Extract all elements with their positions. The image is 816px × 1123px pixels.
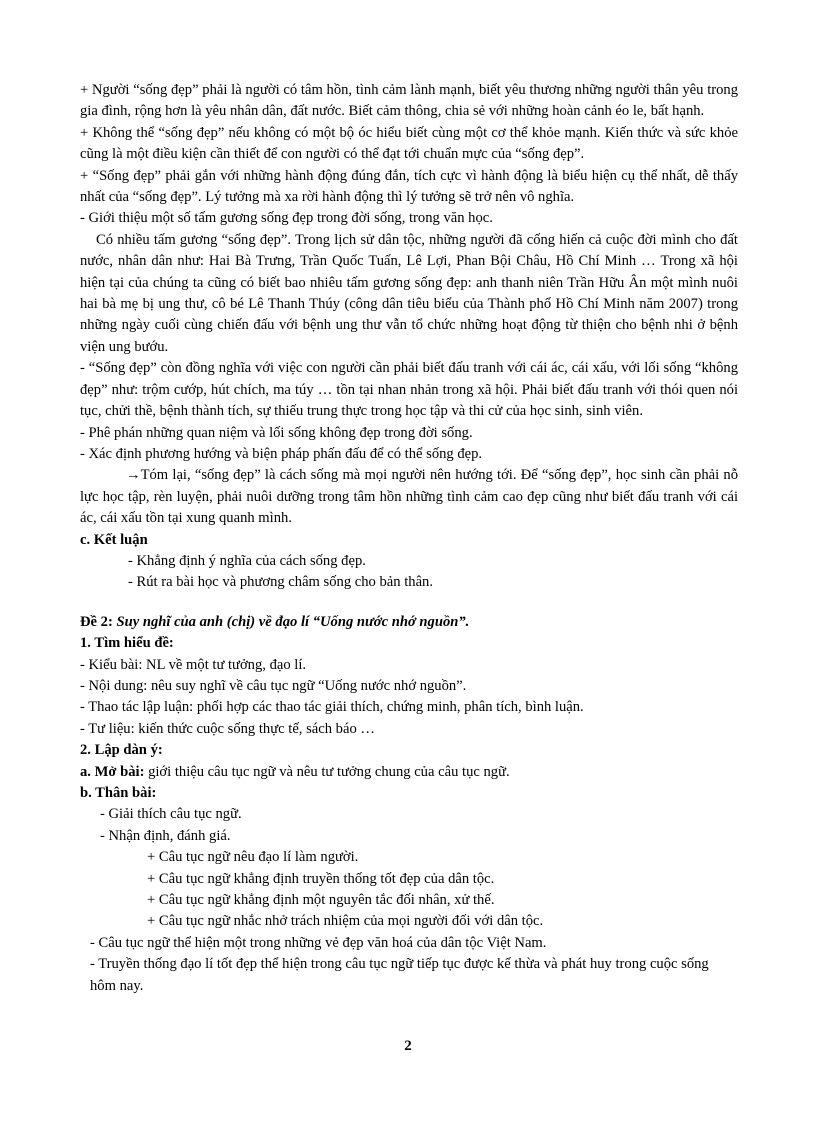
bullet-knowledge-health: + Không thể “sống đẹp” nếu không có một bộ óc hiểu biết cùng một cơ thể khỏe mạnh. Kiến thức và sức khỏe cũng là một điều kiện cần thiết để con người có thể đạt tới chuẩn mực của “sống đẹp”.: [80, 124, 738, 163]
intro-text: giới thiệu câu tục ngữ và nêu tư tưởng chung của câu tục ngữ.: [144, 763, 510, 780]
body-bullet: + Câu tục ngữ khẳng định truyền thống tốt đẹp của dân tộc.: [147, 870, 495, 887]
conclusion-item: - Rút ra bài học và phương châm sống cho bản thân.: [128, 574, 433, 591]
page-number: 2: [404, 1038, 412, 1054]
body-dash-explain: - Giải thích câu tục ngữ.: [100, 806, 242, 823]
section-spacer: [80, 594, 738, 612]
section1-item: - Thao tác lập luận: phối hợp các thao tác giải thích, chứng minh, phân tích, bình luận.: [80, 699, 584, 716]
de2-label: Đề 2: [80, 613, 108, 630]
body-dash-evaluate: - Nhận định, đánh giá.: [100, 827, 231, 844]
de2-title-line: [80, 612, 738, 633]
intro-line: [80, 762, 738, 783]
dash-examples: - Giới thiệu một số tấm gương sống đẹp trong đời sống, trong văn học.: [80, 210, 493, 227]
intro-label: a. Mở bài:: [80, 763, 145, 780]
body-bullet: + Câu tục ngữ nêu đạo lí làm người.: [147, 849, 359, 866]
summary-paragraph: →Tóm lại, “sống đẹp” là cách sống mà mọi người nên hướng tới. Để “sống đẹp”, học sinh cần phải nỗ lực học tập, rèn luyện, phải nuôi dưỡng trong tâm hồn những tình cảm cao đẹp cũng như biết đấu tranh với cái ác, cái xấu tồn tại xung quanh mình.: [80, 467, 738, 527]
section1-item: - Nội dung: nêu suy nghĩ về câu tục ngữ “Uống nước nhớ nguồn”.: [80, 677, 467, 694]
document-page: [80, 80, 738, 997]
de2-colon: :: [107, 613, 117, 630]
body-bullet: + Câu tục ngữ nhắc nhở trách nhiệm của mọi người đối với dân tộc.: [147, 913, 544, 930]
section1-heading: 1. Tìm hiểu đề:: [80, 635, 174, 652]
section1-item: - Tư liệu: kiến thức cuộc sống thực tế, sách báo …: [80, 720, 375, 737]
dash-criticize: - Phê phán những quan niệm và lối sống không đẹp trong đời sống.: [80, 424, 473, 441]
section2-heading: 2. Lập dàn ý:: [80, 742, 163, 759]
dash-direction: - Xác định phương hướng và biện pháp phấn đấu để có thể sống đẹp.: [80, 445, 483, 462]
bullet-right-actions: + “Sống đẹp” phải gắn với những hành động đúng đắn, tích cực vì hành động là biểu hiện cụ thể nhất, dễ thấy nhất của “sống đẹp”. Lý tưởng mà xa rời hành động thì lý tưởng sẽ trở nên vô nghĩa.: [80, 167, 738, 206]
body-heading: b. Thân bài:: [80, 785, 157, 801]
dash-struggle: - “Sống đẹp” còn đồng nghĩa với việc con người cần phải biết đấu tranh với cái ác, cái xấu, với lối sống “không đẹp” như: trộm cướp, hút chích, ma túy … tồn tại nhan nhản trong xã hội. Phải biết đấu tranh với thói quen nói tục, chửi thề, bệnh thành tích, sự thiếu trung thực trong học tập và thi cử của học sinh, sinh viên.: [80, 360, 738, 420]
body-dash-tradition: - Truyền thống đạo lí tốt đẹp thể hiện trong câu tục ngữ tiếp tục được kế thừa và phát huy trong cuộc sống hôm nay.: [90, 956, 709, 994]
section1-item: - Kiểu bài: NL về một tư tưởng, đạo lí.: [80, 656, 307, 673]
body-dash-culture: - Câu tục ngữ thể hiện một trong những vẻ đẹp văn hoá của dân tộc Việt Nam.: [90, 934, 547, 951]
examples-paragraph: Có nhiều tấm gương “sống đẹp”. Trong lịch sử dân tộc, những người đã cống hiến cả cuộc đời mình cho đất nước, nhân dân như: Hai Bà Trưng, Trần Quốc Tuấn, Lê Lợi, Phan Bội Châu, Hồ Chí Minh … Trong xã hội hiện tại của chúng ta cũng có biết bao nhiêu tấm gương sống đẹp: anh thanh niên Trần Hữu Ân một mình nuôi hai bà mẹ bị ung thư, cô bé Lê Thanh Thúy (công dân tiêu biểu của Thành phố Hồ Chí Minh năm 2007) trong những ngày cuối cùng chiến đấu với bệnh ung thư vẫn tổ chức những hoạt động từ thiện cho bệnh nhi ở bệnh viện ung bướu.: [80, 231, 738, 355]
conclusion-item: - Khẳng định ý nghĩa của cách sống đẹp.: [128, 552, 366, 569]
de2-title: Suy nghĩ của anh (chị) về đạo lí “Uống nước nhớ nguồn”.: [116, 613, 470, 630]
bullet-healthy-soul: + Người “sống đẹp” phải là người có tâm hồn, tình cảm lành mạnh, biết yêu thương những người thân yêu trong gia đình, rộng hơn là yêu nhân dân, đất nước. Biết cảm thông, chia sẻ với những hoàn cảnh éo le, bất hạnh.: [80, 82, 738, 120]
conclusion-heading: c. Kết luận: [80, 531, 148, 548]
body-bullet: + Câu tục ngữ khẳng định một nguyên tắc đối nhân, xử thế.: [147, 892, 495, 909]
